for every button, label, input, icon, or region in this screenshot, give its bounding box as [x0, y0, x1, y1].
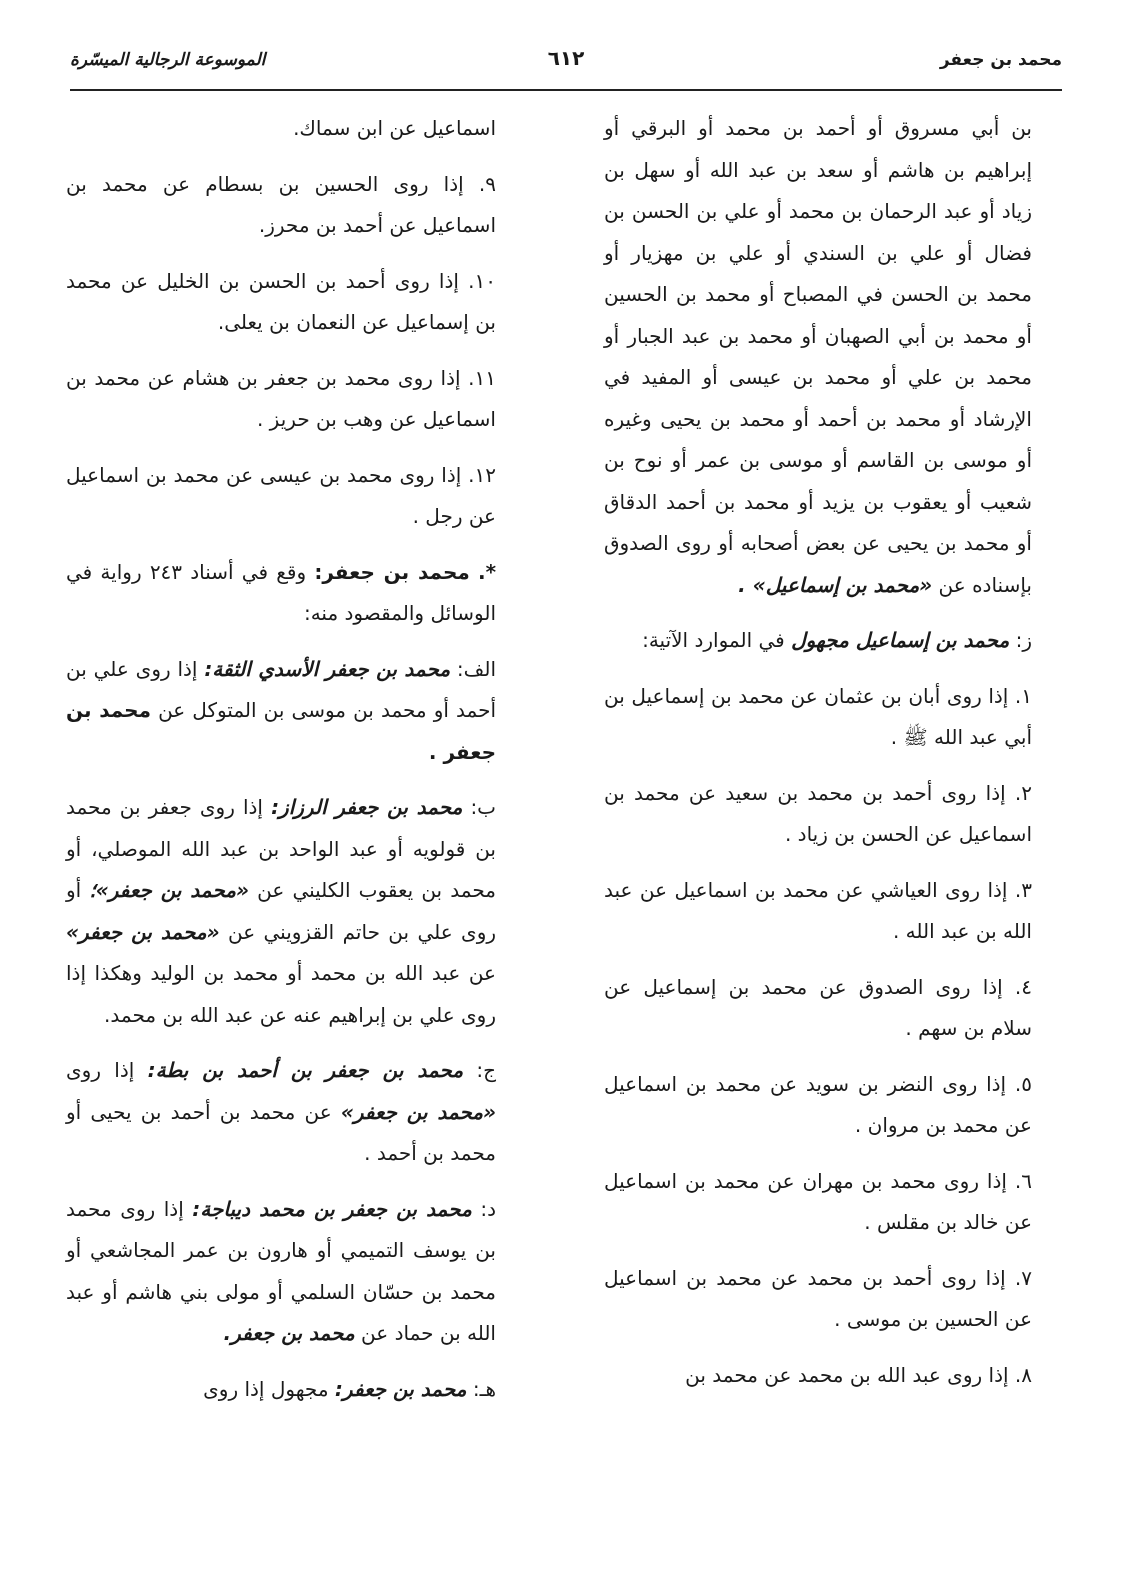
list-item: ٢. إذا روى أحمد بن محمد بن سعيد عن محمد بن اسماعيل عن الحسن بن زياد . [604, 780, 1032, 846]
subsection-prefix: د: [480, 1196, 497, 1221]
right-column [604, 108, 1032, 1410]
subsection-text: إذا روى محمد بن يوسف التميمي أو هارون بن عمر المجاشعي أو محمد بن حسّان السلمي أو مولى بني هاشم أو عبد الله بن حماد عن [66, 1196, 496, 1345]
page-number: ٦١٢ [547, 46, 585, 70]
subsection-heading: محمد بن جعفر: [334, 1376, 467, 1401]
list-item: ١٢. إذا روى محمد بن عيسى عن محمد بن اسماعيل عن رجل . [66, 462, 496, 528]
subsection-text: عن عبد الله بن محمد أو محمد بن الوليد وهكذا إذا روى علي بن إبراهيم عنه عن عبد الله بن محمد. [66, 961, 496, 1027]
list-item: ٨. إذا روى عبد الله بن محمد عن محمد بن [685, 1362, 1032, 1387]
entry-title: محمد بن جعفر: [314, 559, 470, 584]
section-prefix: ز: [1015, 628, 1032, 652]
subsection-heading: محمد بن جعفر بن أحمد بن بطة: [147, 1058, 464, 1082]
subsection-alif [66, 649, 496, 774]
subsection-bold-name: محمد بن جعفر. [223, 1321, 355, 1345]
page-header [70, 44, 1062, 80]
list-item: ٥. إذا روى النضر بن سويد عن محمد بن اسماعيل عن محمد بن مروان . [604, 1071, 1032, 1137]
subsection-heading: محمد بن جعفر بن محمد ديباجة: [192, 1196, 472, 1221]
paragraph-bold-name: «محمد بن إسماعيل» . [738, 572, 933, 597]
list-item-continuation: اسماعيل عن ابن سماك. [293, 116, 496, 140]
subsection-bold-name: محمد بن جعفر . [66, 698, 496, 764]
section-heading: محمد بن إسماعيل مجهول [791, 628, 1010, 652]
subsection-text: إذا روى جعفر بن محمد بن قولويه أو عبد الواحد بن عبد الله الموصلي، أو محمد بن يعقوب الكليني عن [66, 795, 496, 902]
left-column [66, 108, 496, 1424]
subsection-ha [66, 1369, 496, 1411]
entry-heading-paragraph [66, 552, 496, 635]
subsection-text: مجهول إذا روى [203, 1376, 329, 1401]
subsection-dal [66, 1189, 496, 1355]
entry-text: وقع في أسناد ٢٤٣ رواية في الوسائل والمقصود منه: [66, 559, 496, 625]
continuation-paragraph [604, 108, 1032, 606]
list-item: ٣. إذا روى العياشي عن محمد بن اسماعيل عن عبد الله بن عبد الله . [604, 877, 1032, 943]
subsection-heading: محمد بن جعفر الرزاز: [271, 795, 463, 819]
subsection-bold-name: «محمد بن جعفر» [340, 1099, 497, 1124]
subsection-prefix: الف: [456, 656, 496, 681]
list-item: ٩. إذا روى الحسين بن بسطام عن محمد بن اسماعيل عن أحمد بن محرز. [66, 171, 496, 237]
subsection-prefix: ب: [470, 795, 497, 819]
list-item: ١١. إذا روى محمد بن جعفر بن هشام عن محمد بن اسماعيل عن وهب بن حريز . [66, 365, 496, 431]
subsection-ba [66, 787, 496, 1036]
running-head-entry: محمد بن جعفر [939, 50, 1062, 70]
subsection-bold-name: «محمد بن جعفر»؛ [89, 878, 249, 902]
list-item: ٦. إذا روى محمد بن مهران عن محمد بن اسماعيل عن خالد بن مقلس . [604, 1168, 1032, 1234]
subsection-text: إذا روى علي بن أحمد أو محمد بن موسى بن المتوكل عن [66, 656, 497, 722]
section-text: في الموارد الآتية: [642, 628, 785, 652]
subsection-heading: محمد بن جعفر الأسدي الثقة: [204, 656, 451, 681]
subsection-prefix: هـ: [472, 1376, 496, 1401]
header-divider [70, 89, 1062, 91]
subsection-text: إذا روى [66, 1058, 135, 1082]
list-item: ٧. إذا روى أحمد بن محمد عن محمد بن اسماعيل عن الحسين بن موسى . [604, 1265, 1032, 1331]
paragraph-text: بن أبي مسروق أو أحمد بن محمد أو البرقي أو إبراهيم بن هاشم أو سعد بن عبد الله أو سهل بن زياد أو عبد الرحمان بن محمد أو علي بن الحسن بن فضال أو علي بن السندي أو علي بن مهزيار أو محمد بن الحسن في المصباح أو محمد بن الحسين أو محمد بن أبي الصهبان أو محمد بن عبد الجبار أو محمد بن علي أو محمد بن عيسى أو المفيد في الإرشاد أو محمد بن أحمد أو محمد بن يحيى وغيره أو موسى بن القاسم أو موسى بن عمر أو نوح بن شعيب أو يعقوب بن يزيد أو محمد بن أحمد الدقاق أو محمد بن يحيى عن بعض أصحابه أو روى الصدوق بإسناده عن [604, 116, 1032, 597]
subsection-bold-name: «محمد بن جعفر» [66, 919, 220, 944]
section-zay [604, 620, 1032, 662]
subsection-prefix: ج: [476, 1058, 496, 1082]
entry-star-marker: *. [477, 559, 497, 584]
list-item: ٤. إذا روى الصدوق عن محمد بن إسماعيل عن سلام بن سهم . [604, 974, 1032, 1040]
subsection-text: أو روى علي بن حاتم القزويني عن [66, 878, 497, 944]
running-head-book-title: الموسوعة الرجالية الميسّرة [70, 50, 266, 70]
list-item: ١٠. إذا روى أحمد بن الحسن بن الخليل عن محمد بن إسماعيل عن النعمان بن يعلى. [66, 268, 496, 334]
subsection-jim [66, 1050, 496, 1175]
list-item: ١. إذا روى أبان بن عثمان عن محمد بن إسماعيل بن أبي عبد الله ﷺ . [604, 683, 1032, 749]
subsection-text: عن محمد بن أحمد بن يحيى أو محمد بن أحمد . [66, 1099, 496, 1165]
